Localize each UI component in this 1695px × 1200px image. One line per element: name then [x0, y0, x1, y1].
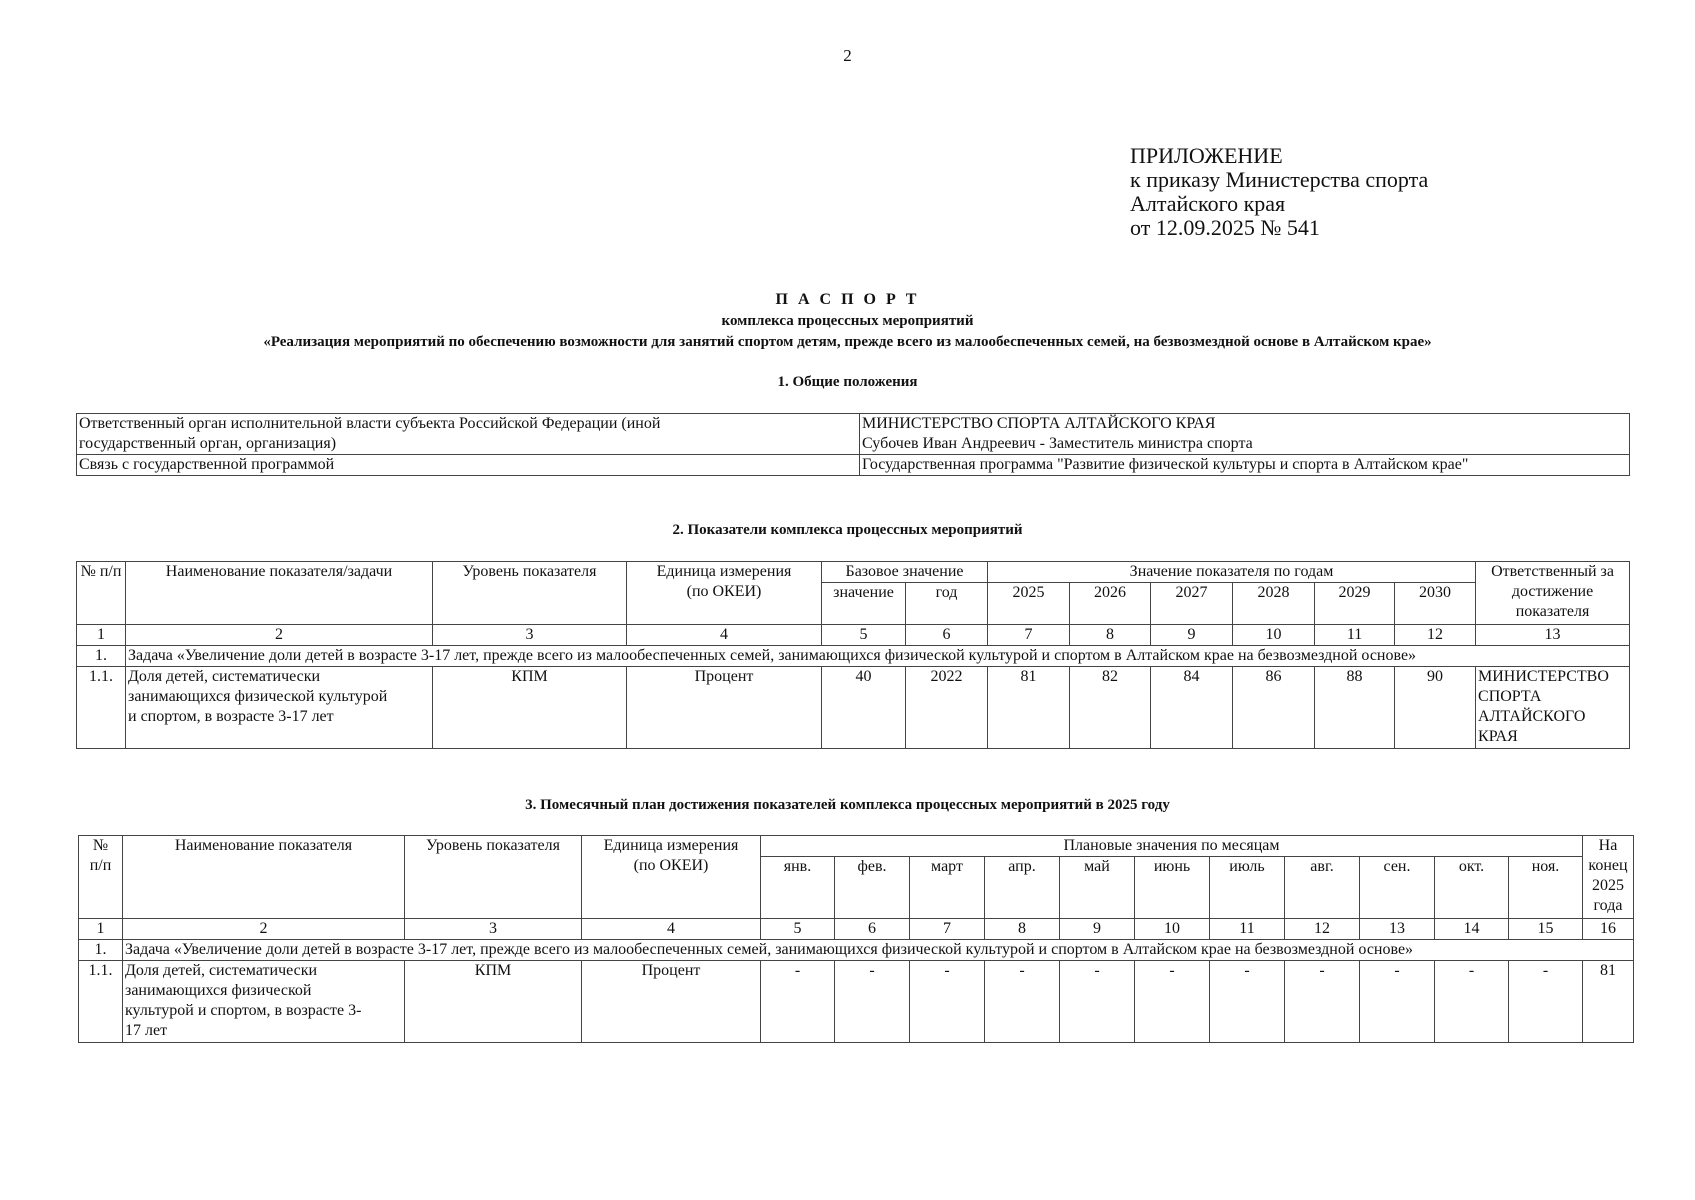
table-row [77, 414, 1630, 455]
cell-text: АЛТАЙСКОГО [1478, 708, 1586, 725]
row-year-value: 81 [988, 667, 1070, 749]
row-month-value: - [1135, 961, 1210, 1043]
header-year: 2025 [988, 583, 1070, 625]
header-base: Базовое значение [822, 562, 988, 583]
header-plan: Плановые значения по месяцам [761, 836, 1583, 857]
header-by-years: Значение показателя по годам [988, 562, 1476, 583]
table-cell-value [860, 414, 1630, 455]
column-numbers-row [79, 919, 1634, 940]
cell-text: культурой и спортом, в возрасте 3- [125, 1002, 362, 1019]
cell-text: занимающихся физической [125, 982, 312, 999]
header-end-of-year [1583, 836, 1634, 919]
task-num: 1. [79, 940, 123, 961]
column-number: 6 [835, 919, 910, 940]
task-text: Задача «Увеличение доли детей в возрасте 3-17 лет, прежде всего из малообеспеченных семей, занимающихся физической культурой и спортом в Алтайском крае на безвозмездной основе» [123, 940, 1634, 961]
header-level: Уровень показателя [433, 562, 627, 625]
cell-text: На [1598, 837, 1618, 854]
row-month-value: - [1509, 961, 1583, 1043]
table-cell-value: Государственная программа "Развитие физической культуры и спорта в Алтайском крае" [860, 455, 1630, 476]
header-month: апр. [985, 857, 1060, 919]
column-number: 2 [123, 919, 405, 940]
cell-text: МИНИСТЕРСТВО СПОРТА АЛТАЙСКОГО КРАЯ [862, 415, 1216, 432]
header-month: авг. [1285, 857, 1360, 919]
table-row [77, 455, 1630, 476]
column-number: 2 [126, 625, 433, 646]
column-number: 3 [405, 919, 582, 940]
cell-text: государственный орган, организация) [79, 435, 337, 452]
row-month-value: - [1060, 961, 1135, 1043]
cell-text: СПОРТА [1478, 688, 1542, 705]
column-number: 10 [1233, 625, 1315, 646]
row-base-value: 40 [822, 667, 906, 749]
cell-text: Ответственный орган исполнительной власти субъекта Российской Федерации (иной [79, 415, 661, 432]
cell-text: Единица измерения [603, 837, 739, 854]
cell-text: достижение [1511, 583, 1594, 600]
cell-text: занимающихся физической культурой [128, 688, 388, 705]
column-number: 9 [1060, 919, 1135, 940]
approval-line-1: ПРИЛОЖЕНИЕ [1130, 143, 1283, 168]
column-number: 5 [761, 919, 835, 940]
row-level: КПМ [405, 961, 582, 1043]
header-month: май [1060, 857, 1135, 919]
column-number: 13 [1360, 919, 1435, 940]
task-num: 1. [77, 646, 126, 667]
column-number: 13 [1476, 625, 1630, 646]
section2-title: 2. Показатели комплекса процессных мероприятий [672, 522, 1023, 538]
passport-title: П А С П О Р Т [775, 291, 920, 308]
row-year-value: 82 [1070, 667, 1151, 749]
task-text: Задача «Увеличение доли детей в возрасте 3-17 лет, прежде всего из малообеспеченных семей, занимающихся физической культурой и спортом в Алтайском крае на безвозмездной основе» [126, 646, 1630, 667]
approval-line-4: от 12.09.2025 № 541 [1130, 215, 1320, 240]
general-info-table [76, 413, 1630, 476]
row-year-value: 86 [1233, 667, 1315, 749]
column-number: 6 [906, 625, 988, 646]
approval-block [1130, 144, 1428, 240]
passport-name: «Реализация мероприятий по обеспечению возможности для занятий спортом детям, прежде всего из малообеспеченных семей, на безвозмездной основе в Алтайском крае» [263, 334, 1432, 350]
column-number: 7 [988, 625, 1070, 646]
cell-text: Единица измерения [656, 563, 792, 580]
task-row [77, 646, 1630, 667]
cell-text: и спортом, в возрасте 3-17 лет [128, 708, 334, 725]
cell-text: (по ОКЕИ) [633, 857, 709, 874]
page-number: 2 [843, 46, 852, 65]
cell-text: МИНИСТЕРСТВО [1478, 668, 1609, 685]
column-number: 12 [1285, 919, 1360, 940]
row-year-value: 84 [1151, 667, 1233, 749]
header-name: Наименование показателя [123, 836, 405, 919]
row-name [123, 961, 405, 1043]
row-month-value: - [835, 961, 910, 1043]
header-month: март [910, 857, 985, 919]
header-month: янв. [761, 857, 835, 919]
column-number: 9 [1151, 625, 1233, 646]
column-number: 4 [627, 625, 822, 646]
column-number: 3 [433, 625, 627, 646]
header-unit [627, 562, 822, 625]
table-row [77, 667, 1630, 749]
header-month: сен. [1360, 857, 1435, 919]
header-year: 2027 [1151, 583, 1233, 625]
task-row [79, 940, 1634, 961]
header-month: окт. [1435, 857, 1509, 919]
column-number: 12 [1395, 625, 1476, 646]
header-unit [582, 836, 761, 919]
header-month: июль [1210, 857, 1285, 919]
column-number: 1 [77, 625, 126, 646]
indicators-table [76, 561, 1630, 749]
header-level: Уровень показателя [405, 836, 582, 919]
row-year-value: 88 [1315, 667, 1395, 749]
table-header-row [77, 562, 1630, 583]
row-unit: Процент [582, 961, 761, 1043]
section3-title: 3. Помесячный план достижения показателей комплекса процессных мероприятий в 2025 году [525, 797, 1170, 813]
table-row [79, 961, 1634, 1043]
column-number: 7 [910, 919, 985, 940]
row-responsible [1476, 667, 1630, 749]
column-number: 1 [79, 919, 123, 940]
header-month: ноя. [1509, 857, 1583, 919]
header-month: июнь [1135, 857, 1210, 919]
header-month: фев. [835, 857, 910, 919]
cell-text: показателя [1515, 603, 1590, 620]
header-year: 2028 [1233, 583, 1315, 625]
row-month-value: - [761, 961, 835, 1043]
column-number: 10 [1135, 919, 1210, 940]
cell-text: конец [1588, 857, 1628, 874]
cell-text: п/п [89, 857, 112, 874]
row-end-value: 81 [1583, 961, 1634, 1043]
table-header-row [79, 836, 1634, 857]
header-num: № п/п [77, 562, 126, 625]
cell-text: Ответственный за [1491, 563, 1614, 580]
cell-text: 17 лет [125, 1022, 168, 1039]
cell-text: Субочев Иван Андреевич - Заместитель министра спорта [862, 435, 1253, 452]
cell-text: 2025 [1592, 877, 1624, 894]
cell-text: (по ОКЕИ) [686, 583, 762, 600]
row-month-value: - [1210, 961, 1285, 1043]
row-level: КПМ [433, 667, 627, 749]
section1-title: 1. Общие положения [777, 374, 918, 390]
header-name: Наименование показателя/задачи [126, 562, 433, 625]
row-year-value: 90 [1395, 667, 1476, 749]
cell-text: КРАЯ [1478, 728, 1518, 745]
column-number: 4 [582, 919, 761, 940]
cell-text: Доля детей, систематически [125, 962, 318, 979]
row-name [126, 667, 433, 749]
row-unit: Процент [627, 667, 822, 749]
header-base-value: значение [822, 583, 906, 625]
row-month-value: - [1285, 961, 1360, 1043]
column-number: 8 [985, 919, 1060, 940]
header-responsible [1476, 562, 1630, 625]
passport-subtitle: комплекса процессных мероприятий [721, 313, 974, 329]
column-number: 11 [1210, 919, 1285, 940]
row-month-value: - [985, 961, 1060, 1043]
column-number: 14 [1435, 919, 1509, 940]
column-number: 11 [1315, 625, 1395, 646]
approval-line-2: к приказу Министерства спорта [1130, 167, 1429, 192]
row-num: 1.1. [79, 961, 123, 1043]
column-number: 15 [1509, 919, 1583, 940]
cell-text: № [92, 837, 109, 854]
column-number: 16 [1583, 919, 1634, 940]
header-num [79, 836, 123, 919]
row-base-year: 2022 [906, 667, 988, 749]
header-year: 2026 [1070, 583, 1151, 625]
column-numbers-row [77, 625, 1630, 646]
monthly-plan-table [78, 835, 1634, 1043]
row-month-value: - [1360, 961, 1435, 1043]
header-year: 2029 [1315, 583, 1395, 625]
cell-text: года [1593, 897, 1623, 914]
header-year: 2030 [1395, 583, 1476, 625]
row-month-value: - [910, 961, 985, 1043]
cell-text: Доля детей, систематически [128, 668, 321, 685]
table-cell-label [77, 414, 860, 455]
row-num: 1.1. [77, 667, 126, 749]
column-number: 5 [822, 625, 906, 646]
table-cell-label: Связь с государственной программой [77, 455, 860, 476]
row-month-value: - [1435, 961, 1509, 1043]
approval-line-3: Алтайского края [1130, 191, 1286, 216]
column-number: 8 [1070, 625, 1151, 646]
header-base-year: год [906, 583, 988, 625]
